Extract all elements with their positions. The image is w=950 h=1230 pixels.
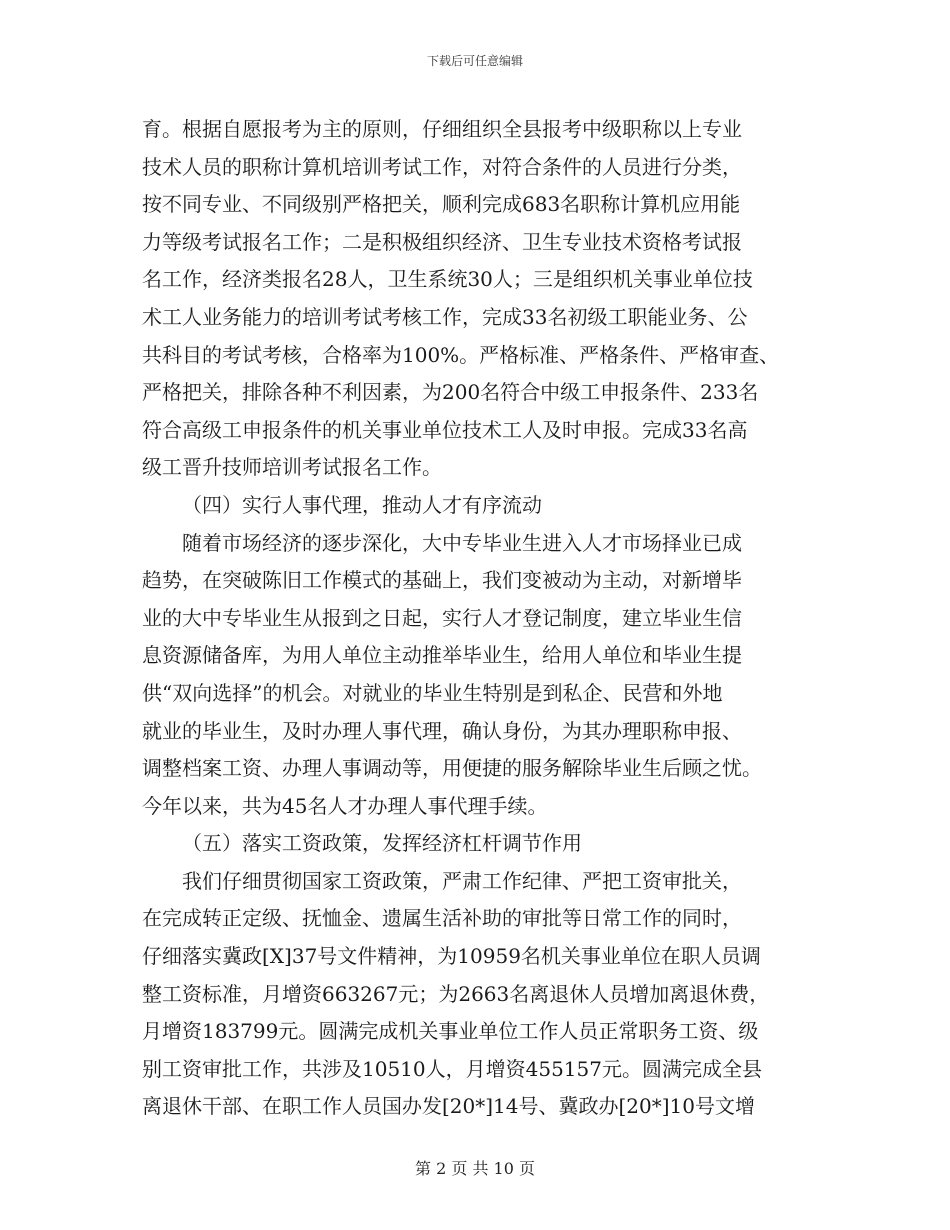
text-line: 月增资183799元。圆满完成机关事业单位工作人员正常职务工资、级 — [142, 1019, 759, 1044]
text-line: 共科目的考试考核，合格率为100%。严格标准、严格条件、严格审查、 — [142, 342, 780, 367]
text-line: 息资源储备库，为用人单位主动推举毕业生，给用人单位和毕业生提 — [142, 643, 742, 668]
text-line: 严格把关，排除各种不利因素，为200名符合中级工申报条件、233名 — [142, 380, 759, 405]
page-header-note: 下载后可任意编辑 — [426, 54, 523, 68]
text-line: 随着市场经济的逐步深化，大中专毕业生进入人才市场择业已成 — [182, 530, 742, 555]
text-line: 按不同专业、不同级别严格把关，顺利完成683名职称计算机应用能 — [142, 192, 741, 217]
text-line: 整工资标准，月增资663267元；为2663名离退休人员增加离退休费， — [142, 981, 770, 1006]
text-line: 业的大中专毕业生从报到之日起，实行人才登记制度，建立毕业生信 — [142, 605, 742, 630]
text-line: 名工作，经济类报名28人，卫生系统30人；三是组织机关事业单位技 — [142, 267, 753, 292]
text-line: 级工晋升技师培训考试报名工作。 — [142, 455, 442, 480]
text-line: 别工资审批工作，共涉及10510人，月增资455157元。圆满完成全县 — [142, 1056, 762, 1081]
text-line: 技术人员的职称计算机培训考试工作，对符合条件的人员进行分类， — [142, 154, 742, 179]
text-line: 就业的毕业生，及时办理人事代理，确认身份，为其办理职称申报、 — [142, 718, 742, 743]
text-line: 我们仔细贯彻国家工资政策，严肃工作纪律、严把工资审批关， — [182, 868, 742, 893]
text-line: 调整档案工资、办理人事调动等，用便捷的服务解除毕业生后顾之忧。 — [142, 756, 762, 781]
page-number-footer: 第 2 页 共 10 页 — [415, 1159, 535, 1178]
text-line: （五）落实工资政策，发挥经济杠杆调节作用 — [182, 831, 582, 856]
text-line: 符合高级工申报条件的机关事业单位技术工人及时申报。完成33名高 — [142, 417, 748, 442]
text-line: 力等级考试报名工作；二是积极组织经济、卫生专业技术资格考试报 — [142, 229, 742, 254]
text-line: 仔细落实冀政[X]37号文件精神，为10959名机关事业单位在职人员调 — [142, 944, 761, 969]
text-line: 供“双向选择”的机会。对就业的毕业生特别是到私企、民营和外地 — [142, 680, 723, 705]
text-line: 趋势，在突破陈旧工作模式的基础上，我们变被动为主动，对新增毕 — [142, 568, 742, 593]
text-line: 育。根据自愿报考为主的原则，仔细组织全县报考中级职称以上专业 — [142, 117, 742, 141]
text-line: 今年以来，共为45名人才办理人事代理手续。 — [142, 793, 548, 818]
text-line: （四）实行人事代理，推动人才有序流动 — [182, 492, 542, 517]
text-line: 术工人业务能力的培训考试考核工作，完成33名初级工职能业务、公 — [142, 304, 748, 329]
text-line: 离退休干部、在职工作人员国办发[20*]14号、冀政办[20*]10号文增 — [142, 1094, 756, 1119]
document-body — [142, 111, 812, 1126]
text-line: 在完成转正定级、抚恤金、遗属生活补助的审批等日常工作的同时， — [142, 906, 742, 931]
